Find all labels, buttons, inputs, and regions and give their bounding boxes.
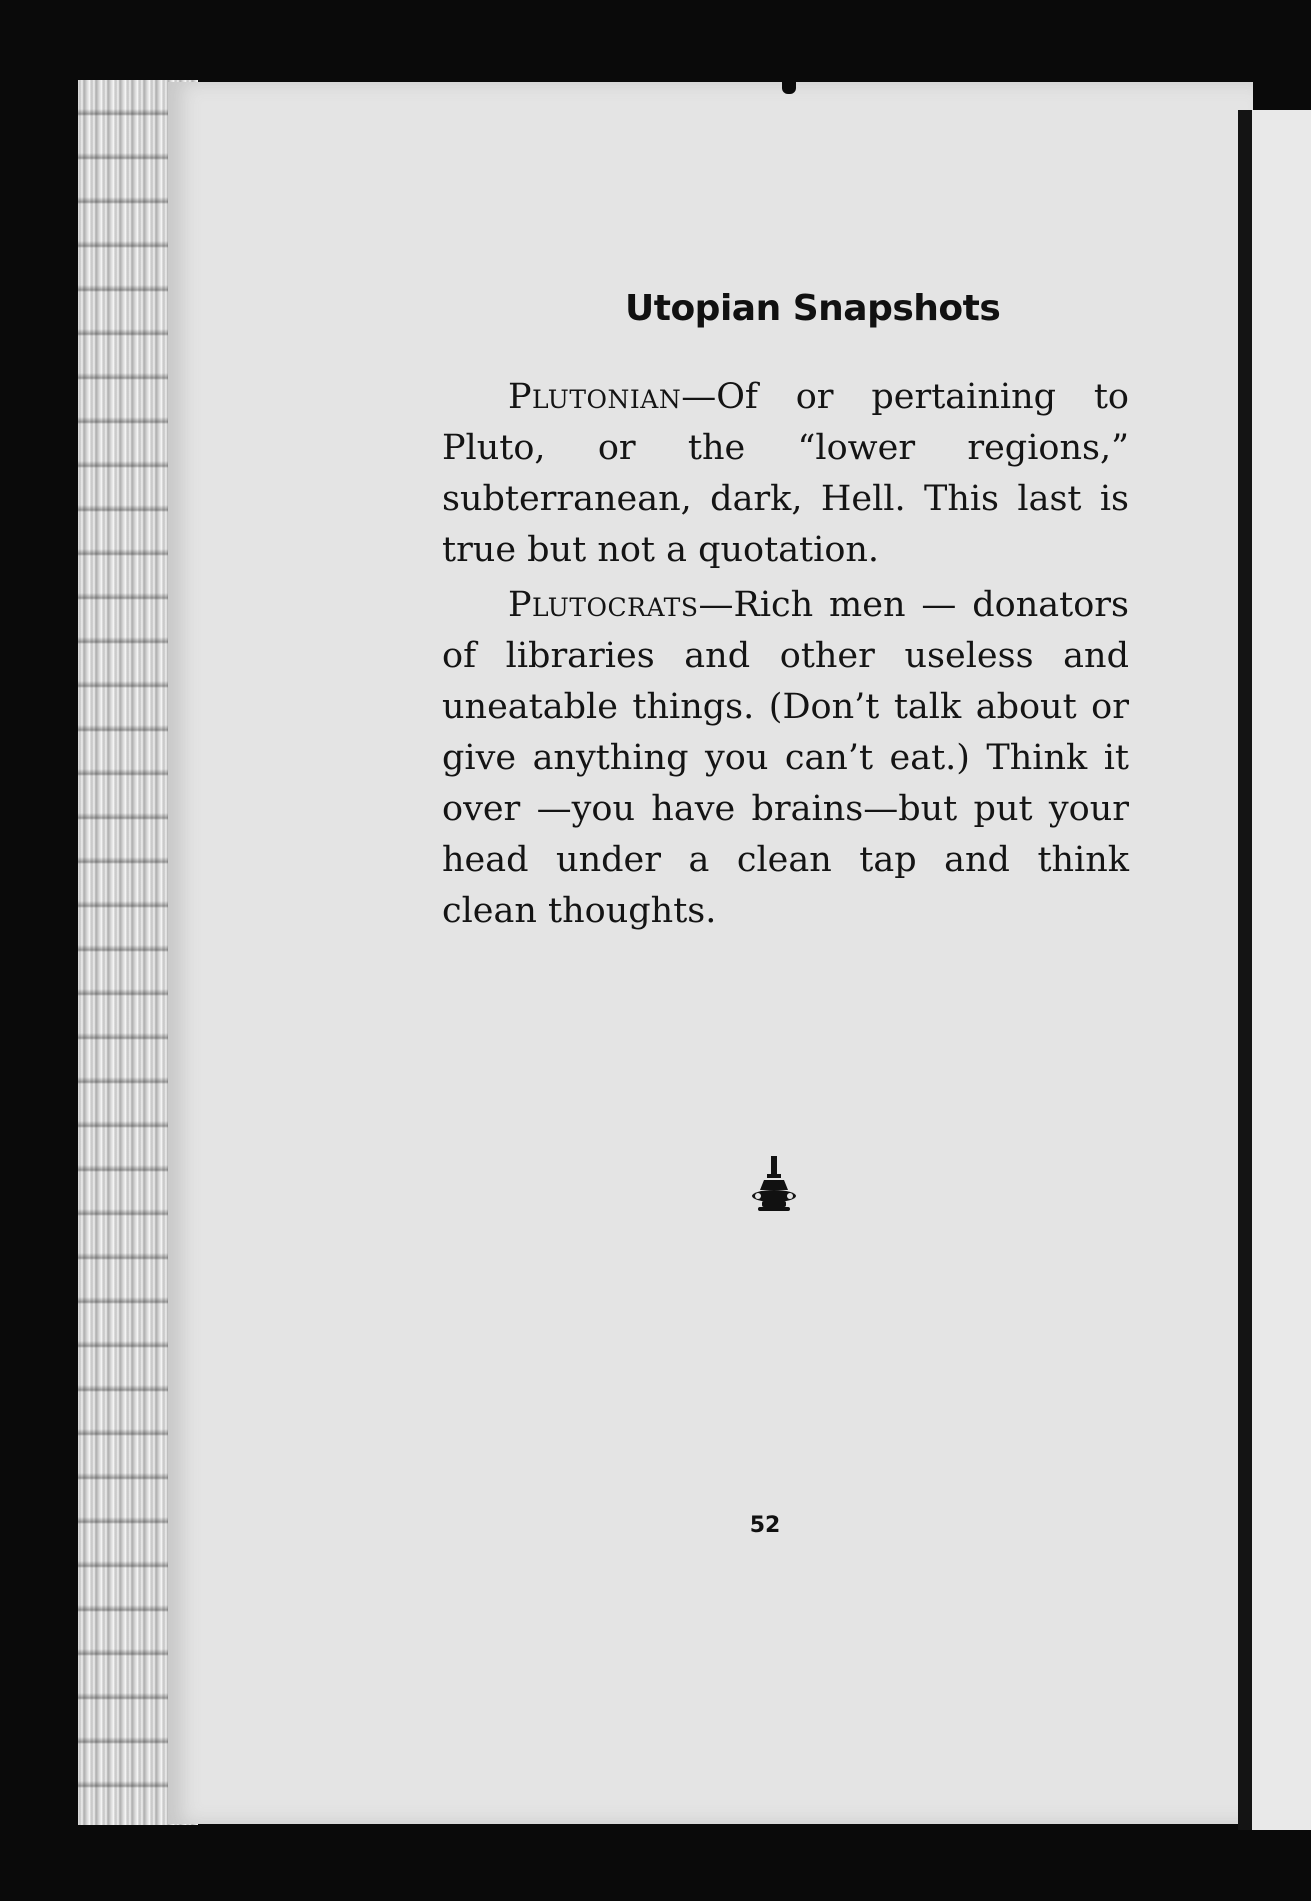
entry-definition: —Rich men — donators of libraries and other useless and uneatable things. (Don’t talk about or give anything you can’t eat.) Think it over —you have brains—but put your head under a clean tap and think clean thoughts. xyxy=(442,585,1129,931)
entry-plutocrats xyxy=(442,580,1129,937)
page-number: 52 xyxy=(749,1513,781,1538)
entry-definition: —Of or pertaining to Pluto, or the “lower regions,” subterranean, dark, Hell. This last is true but not a quotation. xyxy=(442,377,1129,570)
page-sheet xyxy=(168,82,1253,1824)
entry-term: Plutonian xyxy=(508,377,682,417)
facing-page-edge xyxy=(1252,110,1311,1830)
entry-term: Plutocrats xyxy=(508,585,699,625)
lamp-ornament-icon xyxy=(748,1154,800,1214)
running-head: Utopian Snapshots xyxy=(625,288,1001,329)
entry-plutonian xyxy=(442,372,1129,576)
page-edge-shadow xyxy=(1238,110,1252,1830)
dictionary-text xyxy=(442,372,1129,941)
page-notch xyxy=(782,74,796,94)
